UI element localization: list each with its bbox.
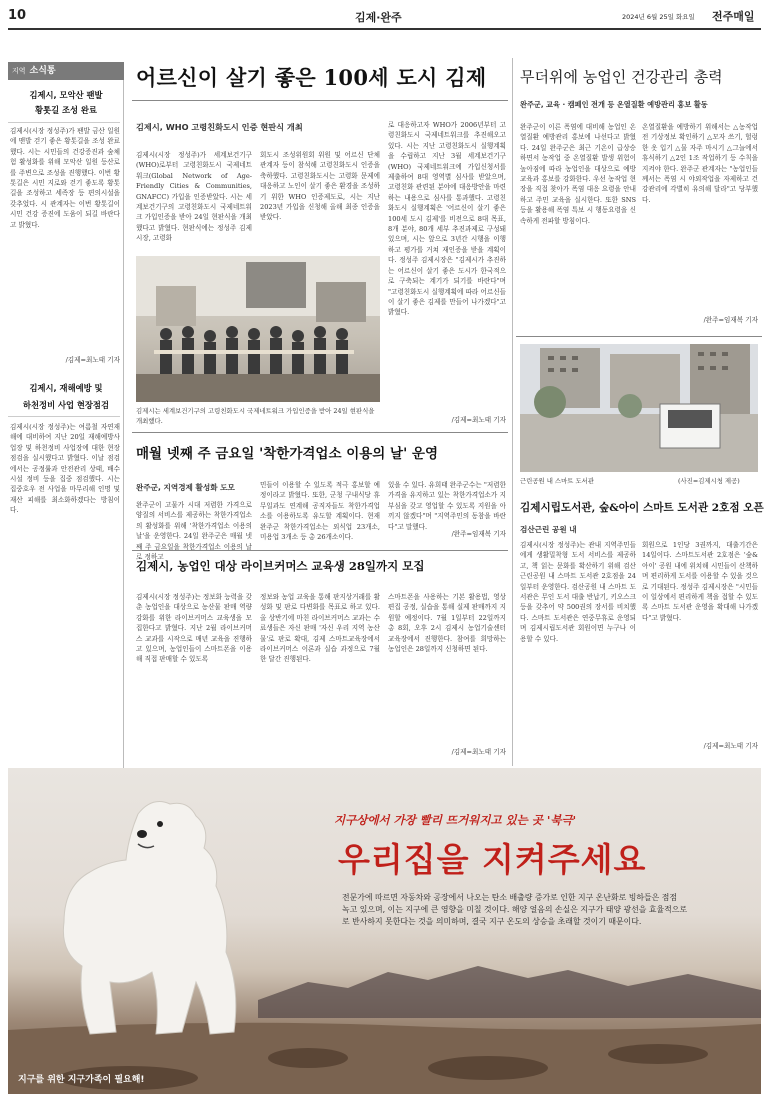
article5-col1: 김제시(시장 정성주)는 관내 지역주민들에게 생활밀착형 도서 서비스를 제공하고, 책 읽는 문화를 확산하기 위해 검산 근린공원 내 스마트 도서관 2호점을 24일부터 운영한다. 검산공원 내 스마트 도서관은 무인 도서 대출 반납기, 키오스크 등을 갖추어 약 500권의 장서를 비치했다. 스마트 도서관은 연중무휴로 운영되며 김제시립도서관 회원이면 누구나 이용할 수 있다. bbox=[520, 541, 636, 643]
section-name: 김제·완주 bbox=[355, 11, 402, 24]
article3-credit: /김제=최노태 기자 bbox=[451, 748, 506, 756]
sidebar-news2-body: 김제시(시장 정성주)는 여름철 자연재해에 대비하여 지난 20일 재해예방사업장 및 하천정비 사업장에 대한 현장점검을 실시했다고 밝혔다. 이날 점검에서는 공정률과 안전관리 상태, 배수시설 정비 등을 집중 점검했다. 시는 집중호우 전 사업을 마무리해 인명 및 재산 피해를 최소화하겠다는 방침이다. bbox=[10, 423, 120, 515]
article2-col1: 완주군이 고물가 시대 저렴한 가격으로 양질의 서비스를 제공하는 착한가격업소의 활성화를 위해 '착한가격업소 이용의 날'을 운영한다. 24일 완주군은 매월 넷째 주 금요일을 착한가격업소 이용의 날로 정하고 bbox=[136, 501, 252, 562]
article1-col2: 회도시 조성위원회 위원 및 어르신 단체 관계자 등이 참석해 고령친화도시 인증을 축하했다. 고령친화도시는 고령화 문제에 대응하고 노인이 살기 좋은 환경을 조성하기 위한 WHO 인증제도로, 시는 지난 2023년 가입을 신청해 올해 최종 인증을 받았다. bbox=[260, 151, 380, 222]
sidebar-news2-headline bbox=[8, 380, 124, 414]
article1-headline: 어르신이 살기 좋은 100세 도시 김제 bbox=[136, 65, 487, 90]
sidebar-divider bbox=[8, 122, 120, 123]
sidebar-news2-headline-line1: 김제시, 재해예방 및 bbox=[29, 383, 103, 393]
article5-credit: /김제=최노태 기자 bbox=[703, 742, 758, 750]
library-photo-illustration bbox=[520, 344, 758, 472]
climate-ad bbox=[8, 768, 761, 1094]
ad-body-line3: 로 반사하지 못한다는 것을 의미하며, 결국 지구 온도의 상승을 초래할 것이기 때문이다. bbox=[342, 917, 642, 926]
article4-col2: 온열질환을 예방하기 위해서는 △농작업 전 기상정보 확인하기 △모자 쓰기, 헐렁한 옷 입기 △물 자주 마시기 △그늘에서 휴식하기 △2인 1조 작업하기 등 수칙을 지켜야 한다. 완주군 관계자는 "농업인들께서는 폭염 시 야외작업을 자제하고 건강관리에 각별히 유의해 달라"고 당부했다. bbox=[642, 123, 758, 204]
article1-bottom-rule bbox=[132, 432, 508, 433]
article1-headline-rule bbox=[132, 100, 508, 101]
article4-bottom-rule bbox=[516, 336, 762, 337]
article4-subhead: 완주군, 교육 · 캠페인 전개 등 온열질환 예방관리 홍보 활동 bbox=[520, 100, 708, 109]
article-age-friendly-city bbox=[132, 58, 508, 430]
article2-headline: 매월 넷째 주 금요일 '착한가격업소 이용의 날' 운영 bbox=[136, 446, 438, 462]
sidebar-news1-headline-line2: 황톳길 조성 완료 bbox=[35, 105, 97, 115]
ceremony-photo-illustration bbox=[136, 256, 380, 402]
article-smart-library bbox=[516, 340, 762, 766]
article2-col3: 있을 수 있다. 유희태 완주군수는 "저렴한 가격을 유지하고 있는 착한가격업소가 지부심을 갖고 영업할 수 있도록 지원을 아끼지 않겠다"며 "지역주민의 동참을 바란다"고 말했다. bbox=[388, 481, 506, 531]
sidebar-news1-credit: /김제=최노태 기자 bbox=[65, 356, 120, 364]
ad-headline: 우리집을 지켜주세요 bbox=[338, 840, 647, 879]
ceremony-photo bbox=[136, 256, 380, 402]
article1-subhead: 김제시, WHO 고령친화도시 인증 현판식 개최 bbox=[136, 122, 303, 132]
sidebar-divider-2 bbox=[8, 416, 120, 417]
article2-credit: /완주=임재복 기자 bbox=[451, 530, 506, 538]
ad-tagline: 지구상에서 가장 빨리 뜨거워지고 있는 곳 '북극' bbox=[334, 813, 577, 827]
article5-photo-caption: 근린공원 내 스마트 도서관 bbox=[520, 477, 595, 485]
paper-name: 전주매일 bbox=[712, 10, 755, 23]
sidebar-news1-body: 김제시(시장 정성주)가 팬발 금산 일원에 맨발 걷기 좋은 황톳길을 조성 완료했다. 시는 시민들의 건강증진과 숲체험 활성화를 위해 모악산 일원 등산로를 주변으로 조성을 진행했다. 이번 황톳길은 시민 지로와 걷기 좋도록 황톳길을 조성하고 세족장 등 편의시설을 갖추었다. 시 관계자는 이번 황톳길이 시민 건강 증진에 도움이 되길 바란다고 밝혔다. bbox=[10, 127, 120, 229]
library-photo bbox=[520, 344, 758, 472]
article5-subhead: 검산근린 공원 내 bbox=[520, 525, 577, 534]
article-good-price-shops bbox=[132, 436, 508, 562]
center-column-rule bbox=[512, 58, 513, 766]
article-farmer-heat-safety bbox=[516, 58, 762, 334]
article1-col1: 김제시(시장 정성주)가 세계보건기구(WHO)로부터 고령친화도시 국제네트워크(Global Network of Age-Friendly Cities & Communities, GNAFCC) 가입을 인증받았다. 시는 세계보건기구의 고령친화도시 국제네트워크 가입인증을 받아 24일 현판식을 개최했다고 밝혔다. 현판식에는 정성주 김제시장, 고령화 bbox=[136, 151, 252, 243]
page-number: 10 bbox=[8, 8, 27, 23]
article4-credit: /완주=임재복 기자 bbox=[703, 316, 758, 324]
polar-bear-icon bbox=[20, 776, 270, 1076]
article2-bottom-rule bbox=[132, 550, 508, 551]
sidebar-news1-headline-line1: 김제시, 모악산 팬발 bbox=[29, 90, 103, 100]
article5-headline: 김제시립도서관, 숲&아이 스마트 도서관 2호점 오픈 bbox=[520, 502, 764, 514]
ad-body bbox=[342, 892, 758, 928]
article2-subhead: 완주군, 지역경제 활성화 도모 bbox=[136, 483, 235, 492]
sidebar-news2-headline-line2: 하천정비 사업 현장점검 bbox=[23, 400, 109, 410]
issue-date: 2024년 6월 25일 화요일 bbox=[622, 13, 695, 21]
article1-photo-caption: 김제시는 세계보건기구의 고령친화도시 국제네트워크 가입인증을 받아 24일 현판식을 개최했다. bbox=[136, 407, 375, 425]
sidebar-tag: 지역 bbox=[12, 67, 26, 75]
sidebar-title: 소식통 bbox=[29, 66, 56, 76]
article5-col2: 회원으로 1인당 3권까지, 대출기간은 14일이다. 스마트도서관 2호점은 '숲&아이' 공원 내에 위치해 시민들이 산책하며 편리하게 도서를 이용할 수 있을 것으로 기대된다. 정성주 김제시장은 "시민들이 일상에서 편리하게 책을 접할 수 있도록 스마트 도서관 운영을 확대해 나가겠다"고 밝혔다. bbox=[642, 541, 758, 622]
article1-credit: /김제=최노태 기자 bbox=[451, 416, 506, 424]
article5-photo-credit: (사진=김제시청 제공) bbox=[678, 477, 740, 485]
article3-col2: 정보와 농업 교육을 통해 판지상거래를 활성화 및 판로 다변화를 목표로 하고 있다. 올 상반기에 마친 라이브커머스 교과는 수료생들은 자신 판매 '자신 우리 지역 농산물'로 판로 확대, 김제 스마트교육장에서 라이브커머스 이론과 실습 과정으로 7월 한 달간 진행된다. bbox=[260, 593, 380, 664]
sidebar-header bbox=[8, 62, 124, 80]
article2-col2: 민들이 이용할 수 있도록 적극 홍보할 예정이라고 밝혔다. 또한, 군청 구내식당 휴무일과도 연계해 공직자들도 착한가격업소를 이용하도록 유도할 계획이다. 현재 완주군 착한가격업소는 외식업 23개소, 미용업 3개소 등 총 26개소이다. bbox=[260, 481, 380, 542]
sidebar bbox=[8, 62, 124, 820]
ad-footer: 지구를 위한 지구가족이 필요해! bbox=[18, 1075, 145, 1085]
article4-headline: 무더위에 농업인 건강관리 총력 bbox=[520, 68, 723, 86]
article3-col3: 스마트폰을 사용하는 기본 활용법, 영상 편집 공정, 실습을 통해 실제 판매까지 지원할 예정이다. 7월 1일부터 22일까지 총 8회, 오후 2시 김제시 농업기술센터 교육장에서 진행한다. 참여를 희망하는 농업인은 28일까지 신청하면 된다. bbox=[388, 593, 506, 654]
ad-body-line1: 전문가에 따르면 자동차와 공장에서 나오는 탄소 배출량 증가로 인한 지구 온난화로 빙하들은 점점 bbox=[342, 893, 677, 902]
sidebar-news1-headline bbox=[8, 88, 124, 118]
article-live-commerce bbox=[132, 554, 508, 764]
article4-col1: 완주군이 이른 폭염에 대비해 농업인 온열질환 예방관리 홍보에 나선다고 밝혔다. 24일 완주군은 최근 기온이 급상승하면서 농작업 중 온열질환 발생 위험이 높아짐에 따라 농업인을 대상으로 예방 교육과 홍보를 강화한다. 우선 농작업 현장을 직접 찾아가 폭염 대응 요령을 안내하고 주민 교육을 실시한다. 또한 SNS 등을 활용해 폭염 특보 시 행동요령을 신속하게 전파할 방침이다. bbox=[520, 123, 636, 225]
article3-headline: 김제시, 농업인 대상 라이브커머스 교육생 28일까지 모집 bbox=[136, 559, 425, 573]
ad-body-line2: 녹고 있으며, 이는 지구에 큰 영향을 미칠 것이다. 해양 얼음의 손실은 지구가 태양 광선을 효율적으로 bbox=[342, 905, 688, 914]
article1-col3: 로 대응하고자 WHO가 2006년부터 고령친화도시 국제네트워크를 추진해오고 있다. 시는 지난 고령친화도시 실행계획을 수립하고 지난 3월 세계보건기구(WHO) 국제네트워크에 가입신청서를 제출하여 8대 영역별 심사를 받았으며, 고령친화 관련된 분야에 대응방안을 마련하는 내용으로 심사를 통과했다. 고령친화도시 실행계획은 '어르신이 살기 좋은 100세 도시 김제'를 비전으로 8대 목표, 8개 분야, 80개 세부 추진과제로 구성돼 있으며, 시는 앞으로 3년간 시행을 이행하고 평가를 거쳐 재인증을 받을 계획이다. 정성주 김제시장은 "김제시가 추진하는 어르신이 살기 좋은 도시가 한국적으로 구축되는 계기가 되기를 바란다"며 "고령친화도시 실행계획에 따라 어르신들이 살기 좋은 김제를 만들어 나가겠다"고 밝혔다. bbox=[388, 121, 506, 317]
article3-col1: 김제시(시장 정성주)는 정보화 능력을 갖춘 농업인을 대상으로 농산물 판매 역량 강화를 위한 라이브커머스 교육생을 모집한다고 밝혔다. 지난 2월 라이브커머스 교과를 시작으로 매년 교육을 진행하고 있으며, 농업인들이 스마트폰을 이용해 직접 판매할 수 있도록 bbox=[136, 593, 252, 664]
header-rule bbox=[8, 28, 761, 30]
